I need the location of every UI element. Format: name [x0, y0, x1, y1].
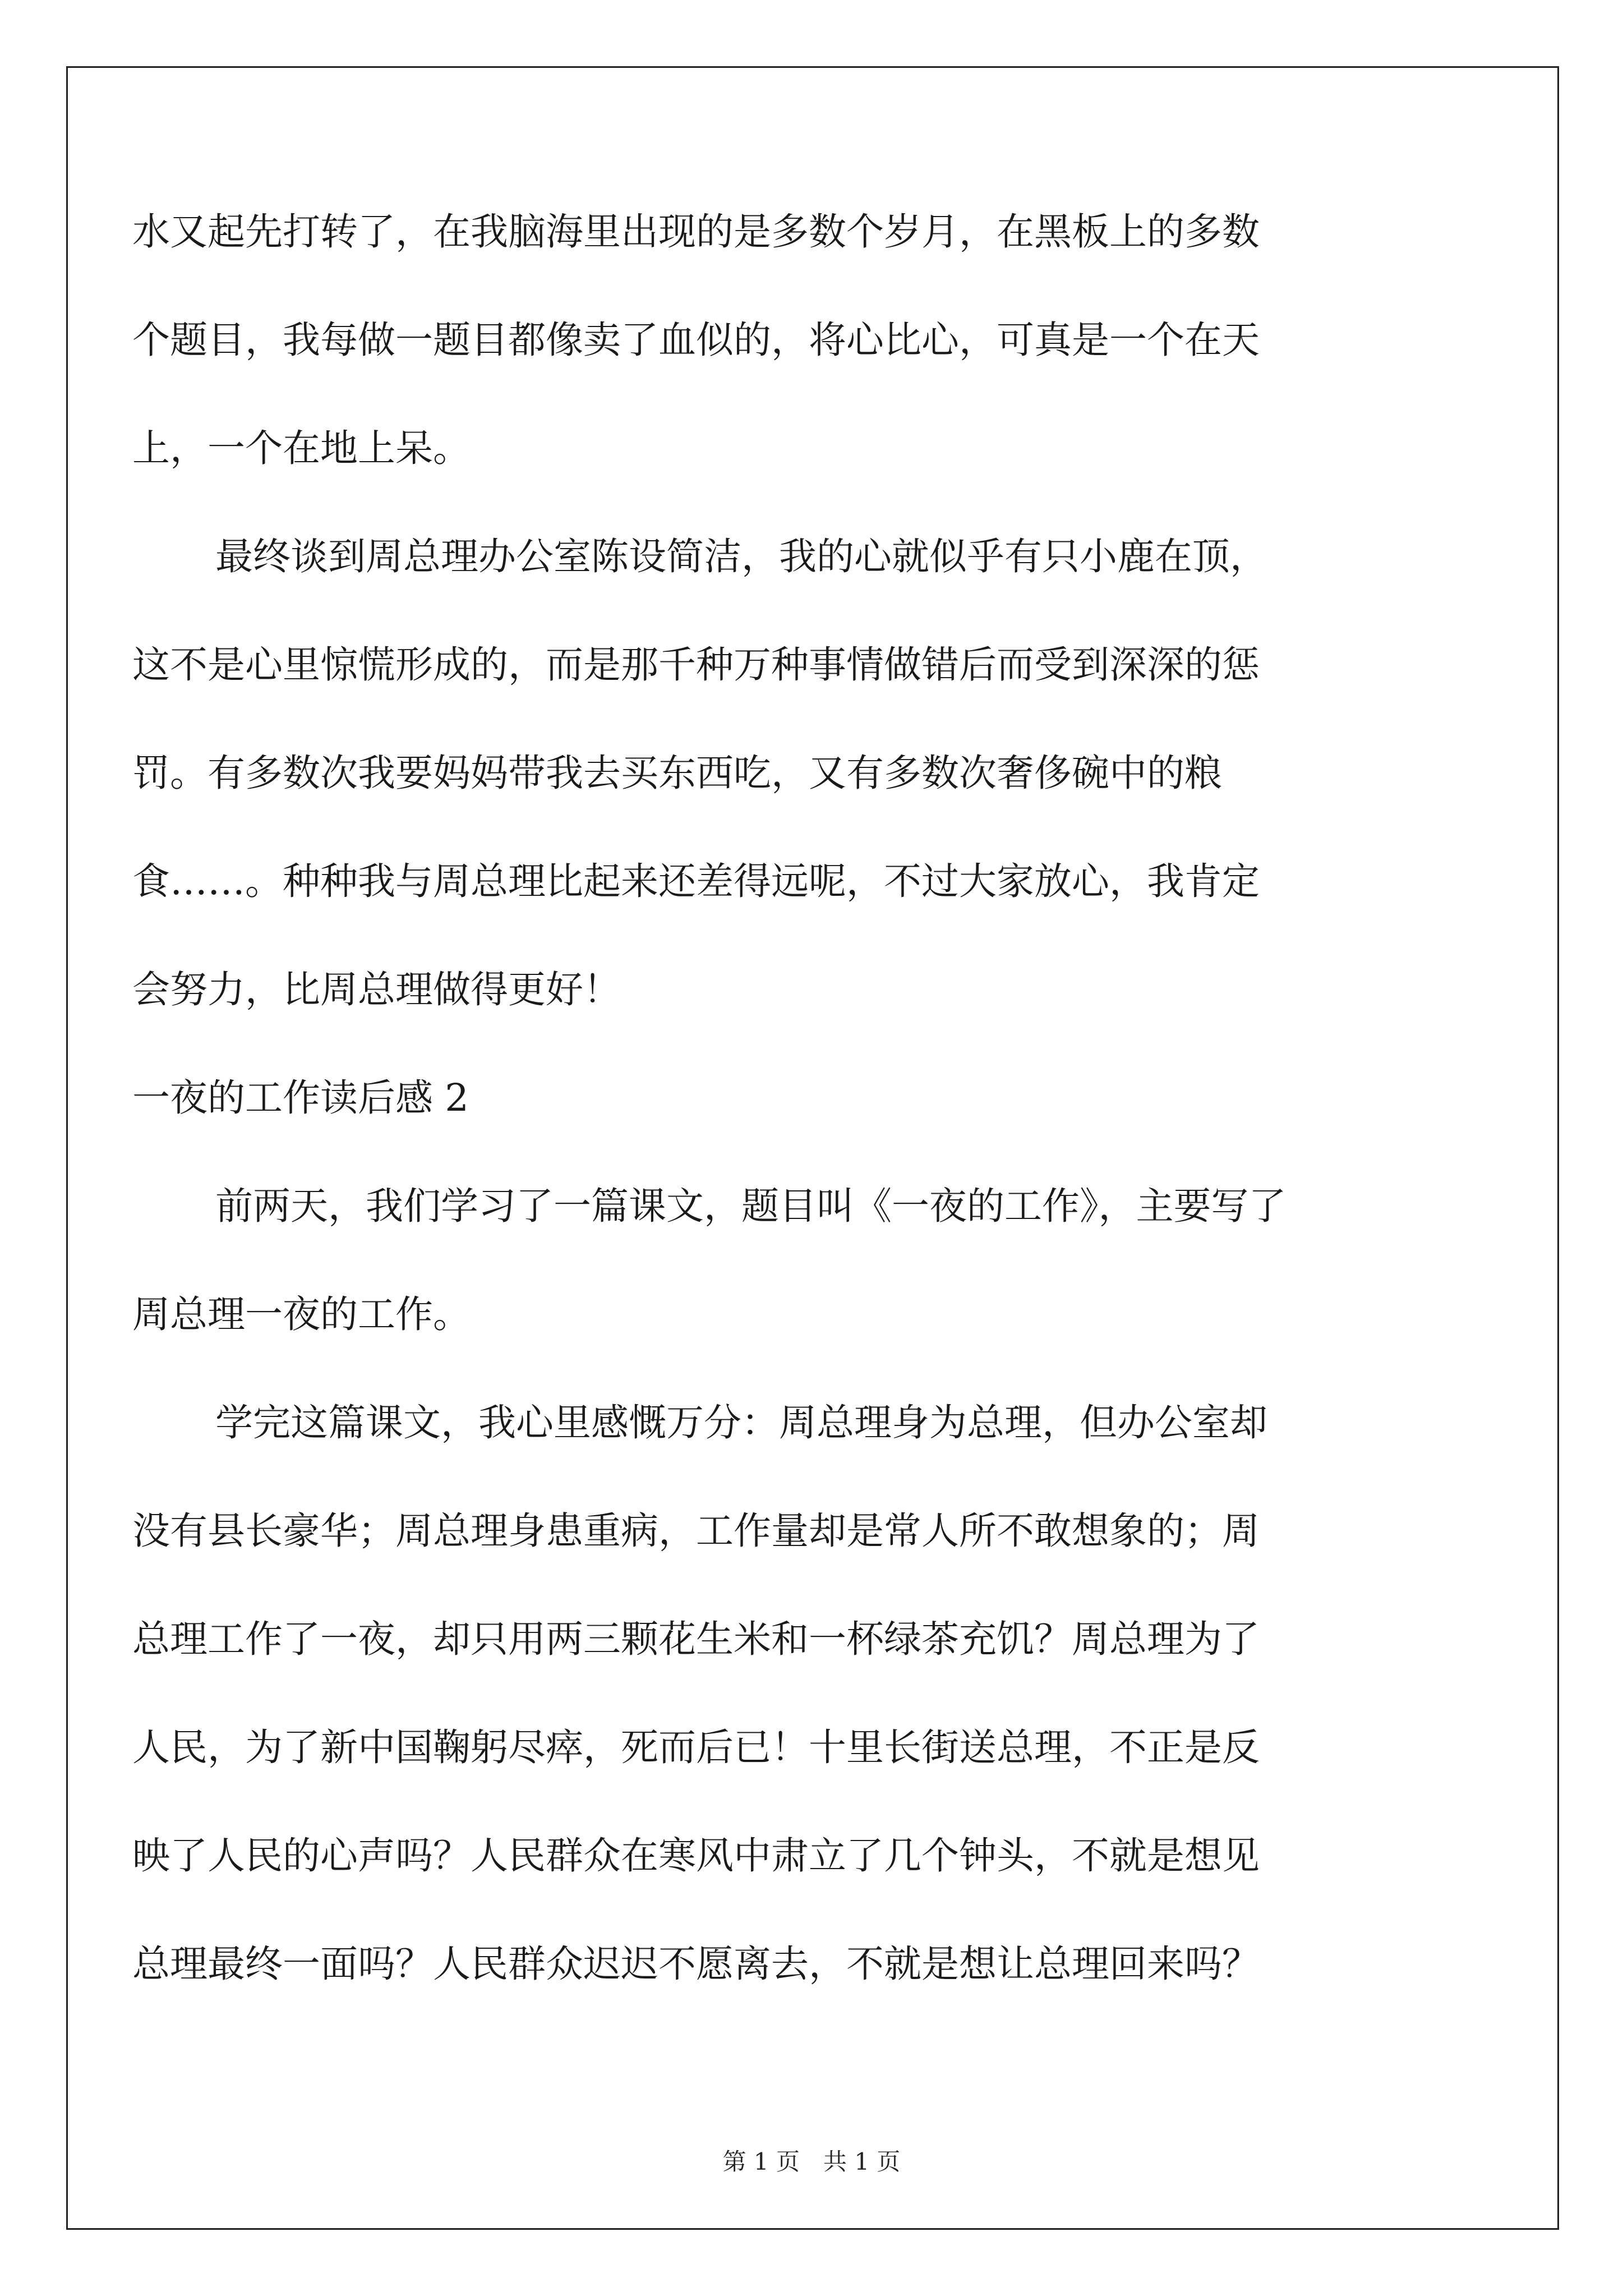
text-line: 学完这篇课文，我心里感慨万分：周总理身为总理，但办公室却 — [215, 1401, 1267, 1444]
text-line: 会努力，比周总理做得更好！ — [132, 968, 621, 1011]
text-line: 个题目，我每做一题目都像卖了血似的，将心比心，可真是一个在天 — [132, 318, 1260, 362]
section-heading: 一夜的工作读后感 2 — [132, 1076, 469, 1120]
text-line: 总理工作了一夜，却只用两三颗花生米和一杯绿茶充饥？周总理为了 — [132, 1617, 1260, 1661]
text-line: 周总理一夜的工作。 — [132, 1292, 471, 1336]
text-line: 上，一个在地上呆。 — [132, 426, 471, 470]
text-line: 罚。有多数次我要妈妈带我去买东西吃，又有多数次奢侈碗中的粮 — [132, 751, 1222, 795]
page-number-footer: 第 1 页 共 1 页 — [722, 2148, 901, 2175]
text-line: 没有县长豪华；周总理身患重病，工作量却是常人所不敢想象的；周 — [132, 1509, 1260, 1553]
text-line: 水又起先打转了，在我脑海里出现的是多数个岁月，在黑板上的多数 — [132, 210, 1260, 254]
text-line: 这不是心里惊慌形成的，而是那千种万种事情做错后而受到深深的惩 — [132, 643, 1260, 687]
text-line: 人民，为了新中国鞠躬尽瘁，死而后已！十里长街送总理，不正是反 — [132, 1726, 1260, 1769]
text-line: 总理最终一面吗？人民群众迟迟不愿离去，不就是想让总理回来吗？ — [132, 1942, 1260, 1986]
text-line: 前两天，我们学习了一篇课文，题目叫《一夜的工作》，主要写了 — [215, 1184, 1287, 1228]
text-line: 映了人民的心声吗？人民群众在寒风中肃立了几个钟头，不就是想见 — [132, 1834, 1260, 1878]
text-line: 食……。种种我与周总理比起来还差得远呢，不过大家放心，我肯定 — [132, 859, 1260, 903]
text-line: 最终谈到周总理办公室陈设简洁，我的心就似乎有只小鹿在顶， — [215, 535, 1267, 578]
page-border — [66, 66, 1559, 2230]
